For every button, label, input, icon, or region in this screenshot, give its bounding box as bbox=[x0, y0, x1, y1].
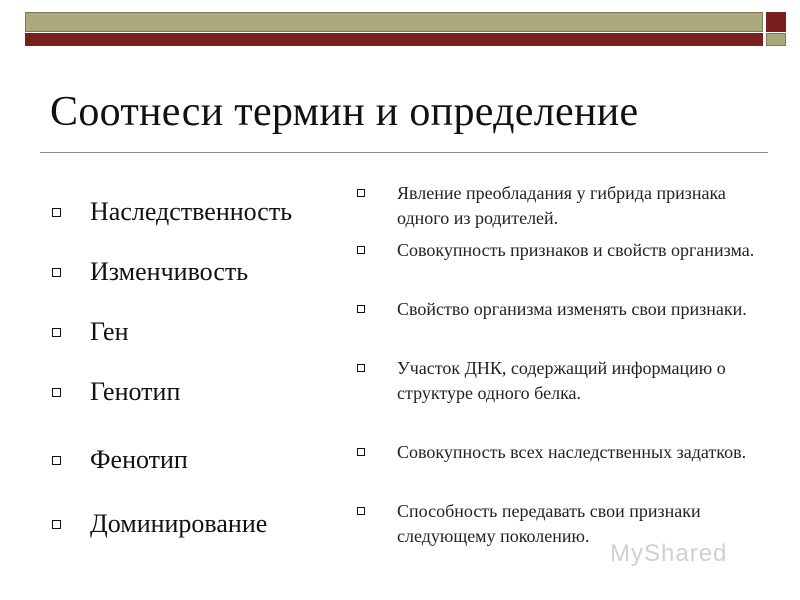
bullet-square-icon bbox=[52, 328, 61, 337]
bullet-square-icon bbox=[357, 189, 365, 197]
definition-item bbox=[397, 356, 757, 406]
bullet-square-icon bbox=[357, 364, 365, 372]
header-square-red bbox=[766, 12, 786, 32]
bullet-square-icon bbox=[357, 305, 365, 313]
bullet-square-icon bbox=[357, 246, 365, 254]
bullet-square-icon bbox=[52, 520, 61, 529]
bullet-square-icon bbox=[357, 507, 365, 515]
term-item: Фенотип bbox=[90, 445, 188, 474]
header-bar-olive bbox=[25, 12, 763, 32]
definition-item bbox=[397, 440, 757, 465]
definition-item bbox=[397, 181, 757, 231]
bullet-square-icon bbox=[52, 268, 61, 277]
definition-text: Совокупность признаков и свойств организма. bbox=[397, 240, 755, 260]
definition-text: Явление преобладания у гибрида признака одного из родителей. bbox=[397, 183, 726, 228]
bullet-square-icon bbox=[52, 388, 61, 397]
definition-text: Совокупность всех наследственных задатков. bbox=[397, 442, 747, 462]
bullet-square-icon bbox=[52, 456, 61, 465]
term-item: Доминирование bbox=[90, 509, 268, 538]
title-divider bbox=[40, 152, 768, 153]
definition-item bbox=[397, 297, 757, 322]
definition-item bbox=[397, 238, 757, 263]
definition-text: Свойство организма изменять свои признаки. bbox=[397, 299, 747, 319]
bullet-square-icon bbox=[357, 448, 365, 456]
term-item: Генотип bbox=[90, 377, 181, 406]
definition-text: Способность передавать свои признаки следующему поколению. bbox=[397, 501, 701, 546]
term-item: Изменчивость bbox=[90, 257, 249, 286]
slide-title: Соотнеси термин и определение bbox=[50, 89, 639, 135]
header-bar-red bbox=[25, 33, 763, 46]
watermark-logo: MyShared bbox=[610, 540, 728, 567]
definition-text: Участок ДНК, содержащий информацию о структуре одного белка. bbox=[397, 358, 726, 403]
term-item: Ген bbox=[90, 317, 129, 346]
term-item: Наследственность bbox=[90, 197, 293, 226]
header-square-olive bbox=[766, 33, 786, 46]
bullet-square-icon bbox=[52, 208, 61, 217]
